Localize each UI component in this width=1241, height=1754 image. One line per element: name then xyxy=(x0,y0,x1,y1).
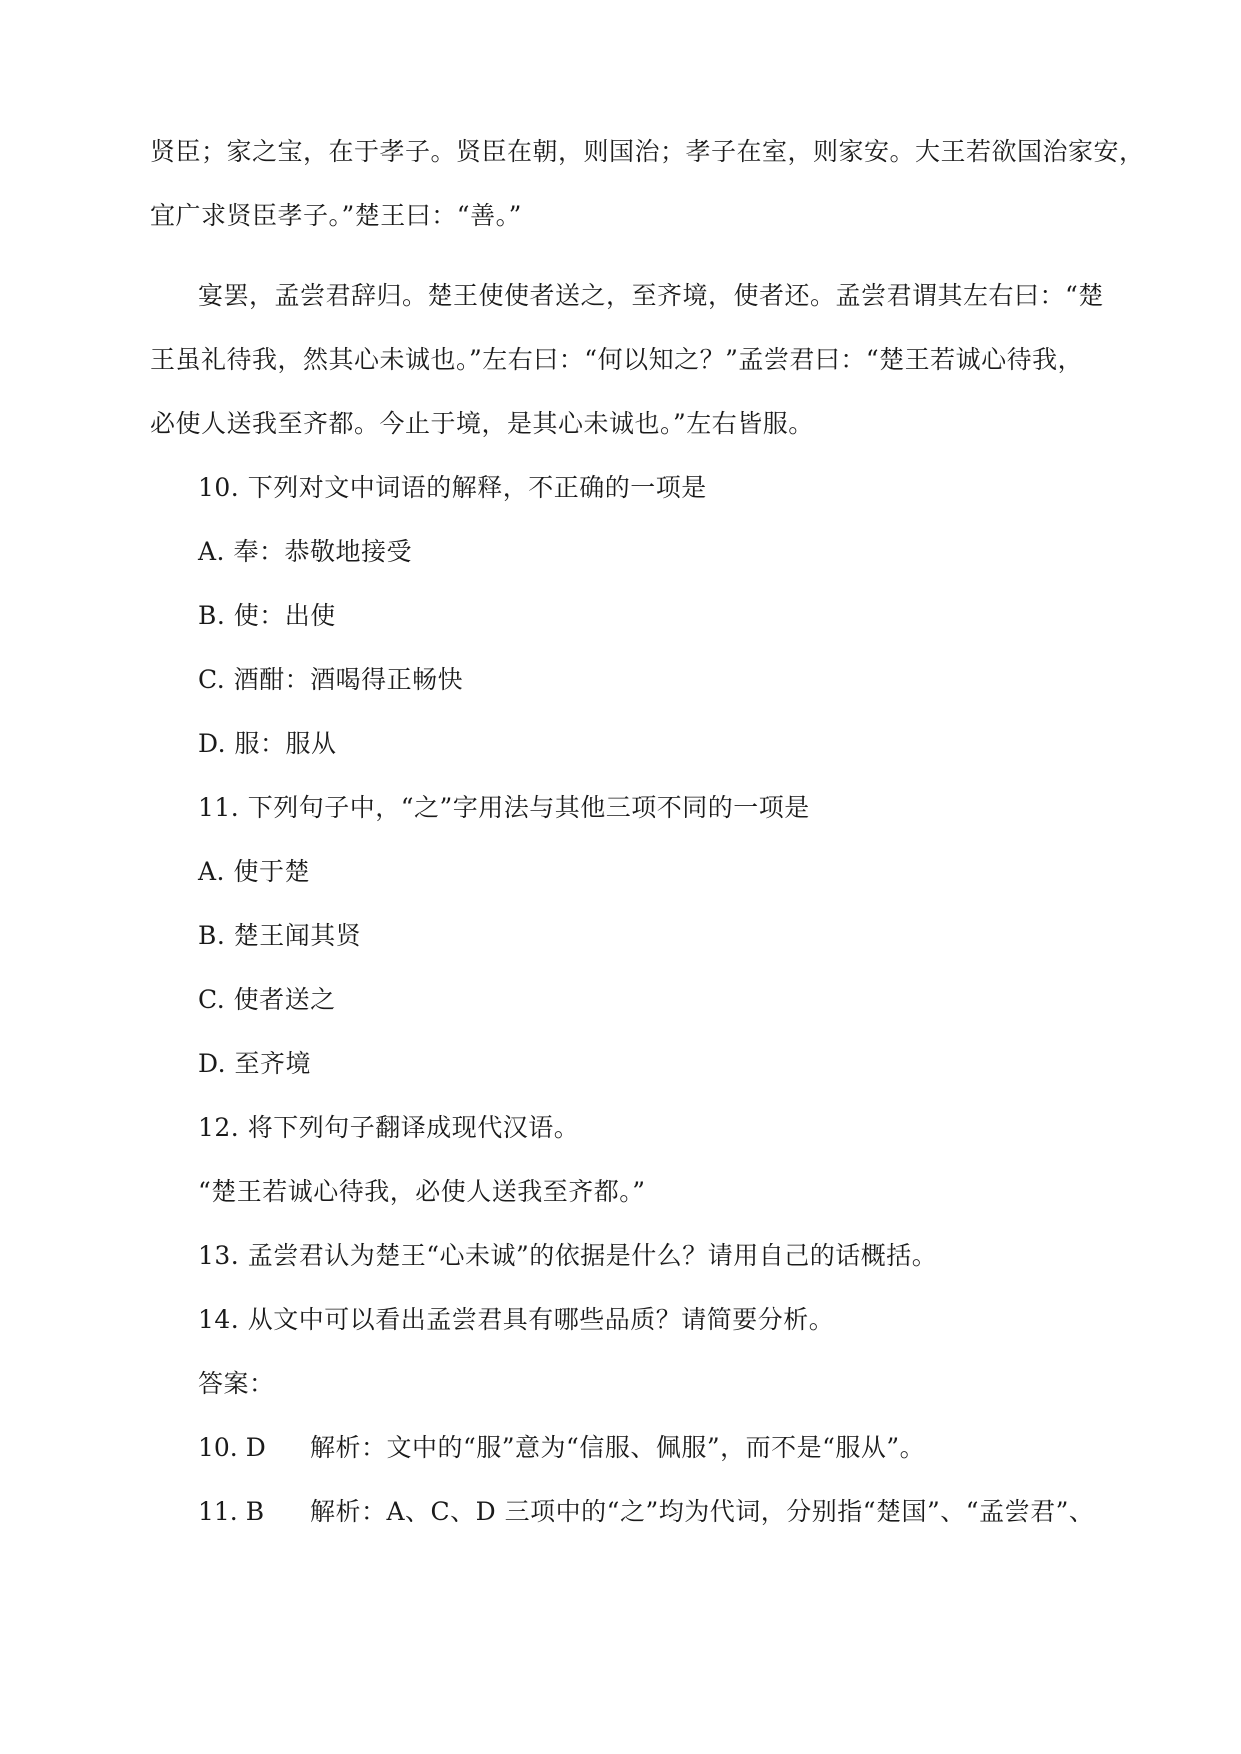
passage-line-4: 王虽礼待我，然其心未诚也。”左右曰：“何以知之？”孟尝君曰：“楚王若诚心待我， xyxy=(150,345,1084,374)
q12-sentence: “楚王若诚心待我，必使人送我至齐都。” xyxy=(198,1177,646,1206)
passage-line-5: 必使人送我至齐都。今止于境，是其心未诚也。”左右皆服。 xyxy=(150,409,814,438)
q10-stem: 10. 下列对文中词语的解释，不正确的一项是 xyxy=(198,473,707,502)
q11-option-c: C. 使者送之 xyxy=(198,985,336,1014)
q11-option-b: B. 楚王闻其贤 xyxy=(198,921,362,950)
q10-option-c: C. 酒酣：酒喝得正畅快 xyxy=(198,665,464,694)
answer-11-text: 解析：A、C、D 三项中的“之”均为代词，分别指“楚国”、“孟尝君”、 xyxy=(310,1497,1095,1526)
passage-line-3: 宴罢，孟尝君辞归。楚王使使者送之，至齐境，使者还。孟尝君谓其左右曰：“楚 xyxy=(198,281,1104,310)
q13-stem: 13. 孟尝君认为楚王“心未诚”的依据是什么？请用自己的话概括。 xyxy=(198,1241,938,1270)
q11-option-a: A. 使于楚 xyxy=(198,857,310,886)
answer-10-label: 10. D xyxy=(198,1433,266,1462)
answers-heading: 答案： xyxy=(198,1369,275,1398)
passage-line-1: 贤臣；家之宝，在于孝子。贤臣在朝，则国治；孝子在室，则家安。大王若欲国治家安， xyxy=(150,137,1145,166)
passage-line-2: 宜广求贤臣孝子。”楚王曰：“善。” xyxy=(150,201,522,230)
q10-option-a: A. 奉：恭敬地接受 xyxy=(198,537,412,566)
q10-option-d: D. 服：服从 xyxy=(198,729,337,758)
q11-option-d: D. 至齐境 xyxy=(198,1049,312,1078)
q12-stem: 12. 将下列句子翻译成现代汉语。 xyxy=(198,1113,580,1142)
q14-stem: 14. 从文中可以看出孟尝君具有哪些品质？请简要分析。 xyxy=(198,1305,835,1334)
answer-11-label: 11. B xyxy=(198,1497,265,1526)
q10-option-b: B. 使：出使 xyxy=(198,601,336,630)
answer-10-text: 解析：文中的“服”意为“信服、佩服”，而不是“服从”。 xyxy=(310,1433,926,1462)
q11-stem: 11. 下列句子中，“之”字用法与其他三项不同的一项是 xyxy=(198,793,810,822)
